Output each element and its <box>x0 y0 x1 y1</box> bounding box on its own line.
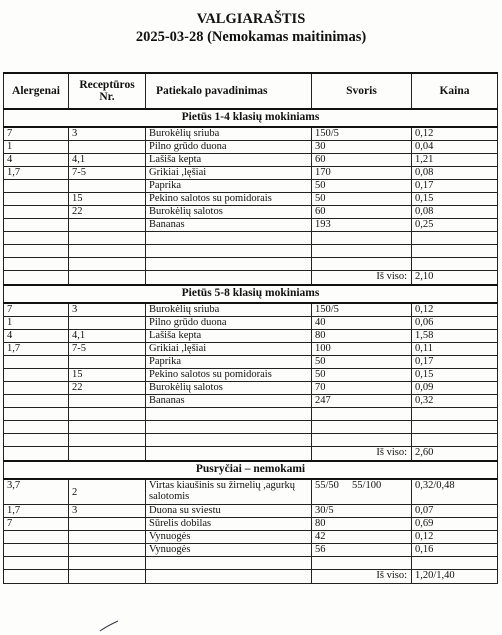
cell-price: 0,09 <box>412 382 498 395</box>
cell-allergens <box>4 531 69 544</box>
table-row <box>4 167 498 180</box>
cell-price: 0,06 <box>412 317 498 330</box>
cell-price: 0,11 <box>412 343 498 356</box>
cell-weight: 150/5 <box>312 127 412 141</box>
cell-recipe <box>69 544 146 557</box>
cell-weight: 170 <box>312 167 412 180</box>
cell-dish: Lašiša kepta <box>146 154 312 167</box>
cell-allergens <box>4 206 69 219</box>
cell-weight: 56 <box>312 544 412 557</box>
cell-allergens <box>4 544 69 557</box>
cell-recipe: 3 <box>69 505 146 518</box>
section-title: Pietūs 1-4 klasių mokiniams <box>4 109 498 127</box>
cell-allergens <box>4 356 69 369</box>
pen-stroke-mark <box>98 620 120 632</box>
cell-price: 0,12 <box>412 303 498 317</box>
empty-row <box>4 434 498 447</box>
cell-allergens: 3,7 <box>4 479 69 505</box>
cell-recipe: 3 <box>69 127 146 141</box>
cell-dish: Paprika <box>146 180 312 193</box>
cell-weight: 80 <box>312 330 412 343</box>
cell-price: 0,12 <box>412 127 498 141</box>
cell-weight: 40 <box>312 317 412 330</box>
cell-allergens: 4 <box>4 330 69 343</box>
header-weight: Svoris <box>312 73 412 109</box>
cell-dish: Grikiai ,lęšiai <box>146 167 312 180</box>
table-row <box>4 518 498 531</box>
cell-allergens <box>4 180 69 193</box>
table-row <box>4 219 498 232</box>
cell-price: 0,04 <box>412 141 498 154</box>
table-row <box>4 356 498 369</box>
cell-weight: 100 <box>312 343 412 356</box>
cell-dish: Vynuogės <box>146 544 312 557</box>
cell-allergens: 1 <box>4 317 69 330</box>
table-row <box>4 206 498 219</box>
cell-dish: Pekino salotos su pomidorais <box>146 369 312 382</box>
table-row <box>4 330 498 343</box>
cell-weight: 247 <box>312 395 412 408</box>
cell-weight: 150/5 <box>312 303 412 317</box>
cell-price: 0,17 <box>412 356 498 369</box>
table-row <box>4 479 498 505</box>
document-title-block <box>0 10 502 46</box>
cell-price: 0,08 <box>412 167 498 180</box>
header-row <box>4 73 498 109</box>
total-label: Iš viso: <box>312 271 412 286</box>
cell-dish: Pilno grūdo duona <box>146 317 312 330</box>
cell-allergens <box>4 193 69 206</box>
section-lunch-1-4 <box>4 109 498 285</box>
table-row <box>4 303 498 317</box>
cell-recipe <box>69 531 146 544</box>
cell-weight: 30 <box>312 141 412 154</box>
cell-recipe <box>69 356 146 369</box>
table-row <box>4 369 498 382</box>
total-row <box>4 271 498 286</box>
cell-dish: Pilno grūdo duona <box>146 141 312 154</box>
empty-row <box>4 258 498 271</box>
cell-allergens <box>4 382 69 395</box>
cell-weight: 60 <box>312 206 412 219</box>
cell-dish: Pekino salotos su pomidorais <box>146 193 312 206</box>
cell-recipe: 2 <box>69 479 146 505</box>
total-value: 1,20/1,40 <box>412 570 498 584</box>
cell-price: 0,32 <box>412 395 498 408</box>
total-value: 2,60 <box>412 447 498 462</box>
empty-row <box>4 557 498 570</box>
cell-dish: Burokėlių salotos <box>146 382 312 395</box>
cell-weight: 50 <box>312 356 412 369</box>
cell-dish: Duona su sviestu <box>146 505 312 518</box>
cell-weight: 50 <box>312 180 412 193</box>
cell-allergens: 1,7 <box>4 343 69 356</box>
cell-recipe <box>69 395 146 408</box>
section-lunch-5-8 <box>4 285 498 461</box>
cell-allergens: 1,7 <box>4 505 69 518</box>
cell-dish: Grikiai ,lęšiai <box>146 343 312 356</box>
cell-dish: Bananas <box>146 219 312 232</box>
document-title: VALGIARAŠTIS <box>196 11 306 27</box>
section-title: Pusryčiai – nemokami <box>4 461 498 479</box>
table-row <box>4 343 498 356</box>
table-row <box>4 154 498 167</box>
table-row <box>4 127 498 141</box>
cell-allergens <box>4 369 69 382</box>
cell-recipe <box>69 180 146 193</box>
cell-weight: 60 <box>312 154 412 167</box>
cell-dish: Bananas <box>146 395 312 408</box>
section-breakfast <box>4 461 498 584</box>
cell-recipe: 15 <box>69 369 146 382</box>
header-allergens: Alergenai <box>4 73 69 109</box>
cell-price: 1,21 <box>412 154 498 167</box>
cell-price: 0,15 <box>412 369 498 382</box>
document-subtitle: 2025-03-28 (Nemokamas maitinimas) <box>135 29 367 45</box>
cell-weight: 30/5 <box>312 505 412 518</box>
cell-recipe: 4,1 <box>69 330 146 343</box>
table-row <box>4 382 498 395</box>
cell-dish: Vynuogės <box>146 531 312 544</box>
total-label: Iš viso: <box>312 447 412 462</box>
cell-price: 0,25 <box>412 219 498 232</box>
cell-recipe: 22 <box>69 382 146 395</box>
cell-allergens: 7 <box>4 518 69 531</box>
cell-allergens: 1 <box>4 141 69 154</box>
total-row <box>4 570 498 584</box>
table-row <box>4 141 498 154</box>
empty-row <box>4 245 498 258</box>
cell-allergens: 4 <box>4 154 69 167</box>
cell-dish: Burokėlių salotos <box>146 206 312 219</box>
cell-dish: Sūrelis dobilas <box>146 518 312 531</box>
cell-recipe <box>69 141 146 154</box>
cell-weight: 50 <box>312 193 412 206</box>
cell-dish: Paprika <box>146 356 312 369</box>
cell-price: 0,32/0,48 <box>412 479 498 505</box>
header-dish: Patiekalo pavadinimas <box>146 73 312 109</box>
section-title: Pietūs 5-8 klasių mokiniams <box>4 285 498 303</box>
cell-price: 1,58 <box>412 330 498 343</box>
empty-row <box>4 408 498 421</box>
table-row <box>4 531 498 544</box>
cell-weight: 55/50 55/100 <box>312 479 412 505</box>
cell-price: 0,12 <box>412 531 498 544</box>
cell-recipe: 7-5 <box>69 343 146 356</box>
total-value: 2,10 <box>412 271 498 286</box>
cell-recipe: 15 <box>69 193 146 206</box>
table-row <box>4 180 498 193</box>
empty-row <box>4 232 498 245</box>
cell-recipe: 22 <box>69 206 146 219</box>
table-row <box>4 395 498 408</box>
table-row <box>4 544 498 557</box>
cell-recipe: 3 <box>69 303 146 317</box>
table-row <box>4 193 498 206</box>
header-recipe: Receptūros Nr. <box>69 73 146 109</box>
cell-weight: 193 <box>312 219 412 232</box>
cell-weight: 50 <box>312 369 412 382</box>
cell-allergens: 7 <box>4 127 69 141</box>
table-row <box>4 317 498 330</box>
cell-allergens: 1,7 <box>4 167 69 180</box>
cell-allergens <box>4 395 69 408</box>
cell-dish: Burokėlių sriuba <box>146 303 312 317</box>
cell-dish: Burokėlių sriuba <box>146 127 312 141</box>
menu-table <box>3 72 498 584</box>
cell-price: 0,17 <box>412 180 498 193</box>
cell-recipe <box>69 317 146 330</box>
cell-recipe <box>69 518 146 531</box>
cell-recipe <box>69 219 146 232</box>
cell-weight: 80 <box>312 518 412 531</box>
cell-price: 0,16 <box>412 544 498 557</box>
cell-dish: Lašiša kepta <box>146 330 312 343</box>
cell-weight: 70 <box>312 382 412 395</box>
cell-price: 0,07 <box>412 505 498 518</box>
cell-price: 0,08 <box>412 206 498 219</box>
cell-dish: Virtas kiaušinis su žirnelių ,agurkų salotomis <box>146 479 312 505</box>
cell-allergens: 7 <box>4 303 69 317</box>
cell-price: 0,15 <box>412 193 498 206</box>
cell-recipe: 4,1 <box>69 154 146 167</box>
cell-recipe: 7-5 <box>69 167 146 180</box>
header-price: Kaina <box>412 73 498 109</box>
total-row <box>4 447 498 462</box>
cell-price: 0,69 <box>412 518 498 531</box>
table-row <box>4 505 498 518</box>
total-label: Iš viso: <box>312 570 412 584</box>
empty-row <box>4 421 498 434</box>
cell-weight: 42 <box>312 531 412 544</box>
cell-allergens <box>4 219 69 232</box>
